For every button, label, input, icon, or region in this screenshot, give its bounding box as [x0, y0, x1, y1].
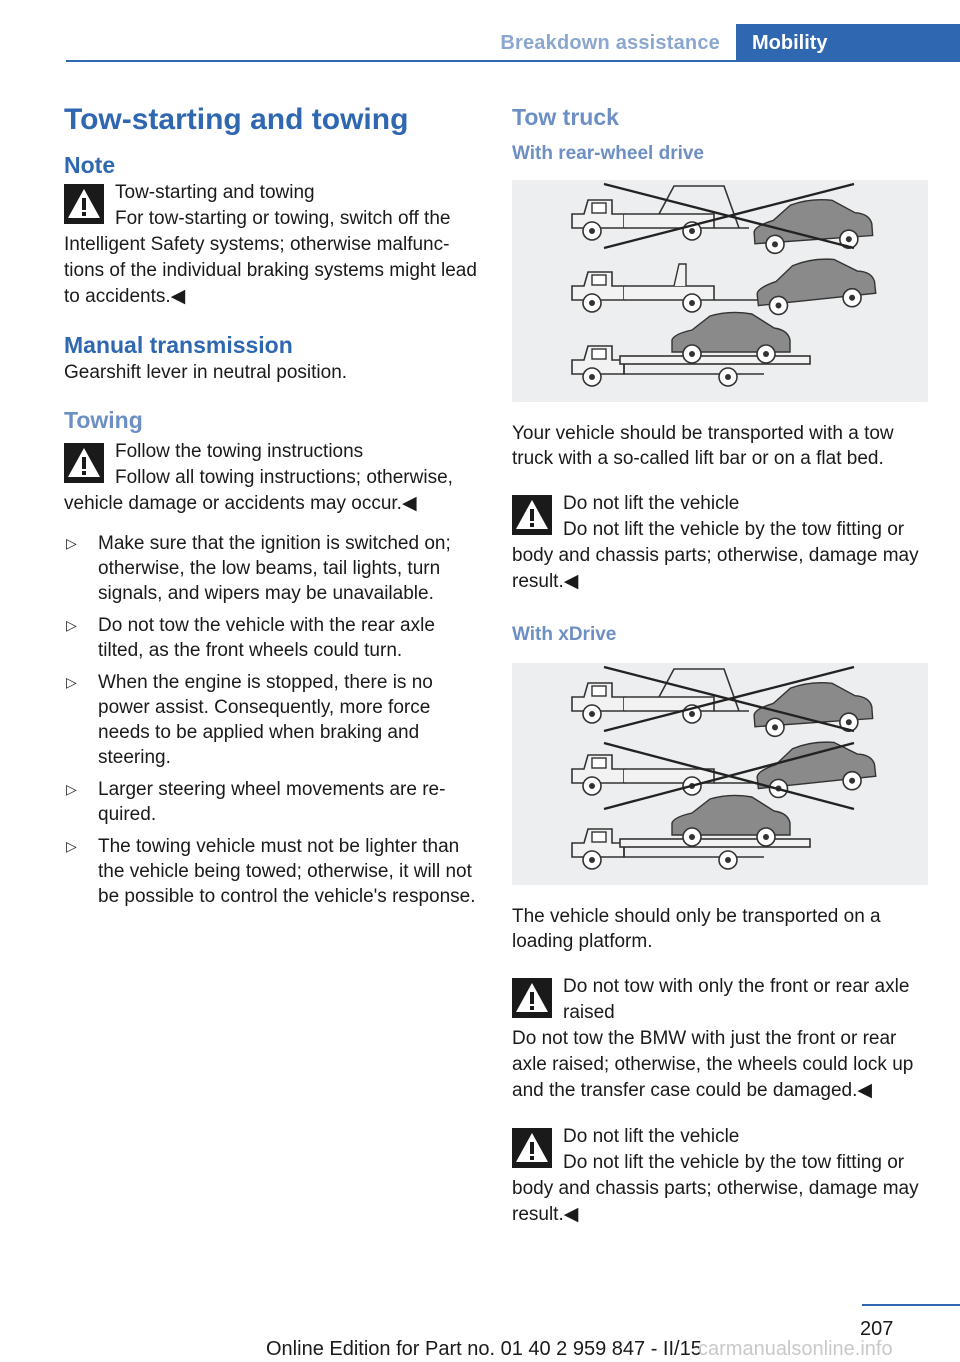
towing-warning — [64, 439, 478, 517]
rwd-subheading: With rear-wheel drive — [512, 143, 704, 164]
warning-text: Follow all towing instructions; otherwise, vehicle damage or accidents may occur.◀ — [64, 467, 453, 514]
page-header — [66, 24, 960, 62]
list-item-text: The towing vehicle must not be lighter than the vehicle being towed; otherwise, it will not be possible to control the vehicle's response. — [98, 836, 476, 907]
xdrive-subheading: With xDrive — [512, 624, 617, 645]
warning-icon — [512, 1128, 552, 1168]
warning-icon — [64, 184, 104, 224]
warning-title: Follow the towing instructions — [115, 441, 364, 462]
warning-icon — [512, 978, 552, 1018]
towing-heading: Towing — [64, 407, 143, 433]
page-number: 207 — [860, 1318, 894, 1340]
warning-icon — [64, 443, 104, 483]
xdrive-warning-front-rear — [512, 974, 926, 1104]
warning-title: Do not lift the vehicle — [563, 493, 740, 514]
warning-icon — [512, 495, 552, 535]
xdrive-towing-illustration — [512, 663, 928, 885]
warning-title: Do not tow with only the front or rear axle raised — [563, 976, 910, 1023]
warning-text: Do not tow the BMW with just the front or rear axle raised; otherwise, the wheels could lock up and the transfer case could be damaged.◀ — [512, 1028, 914, 1101]
xdrive-warning-lift — [512, 1124, 926, 1228]
manual-transmission-text: Gearshift lever in neutral position. — [64, 362, 348, 383]
triangle-bullet-icon: ▷ — [66, 838, 77, 854]
list-item — [64, 531, 478, 606]
header-section-label: Breakdown assistance — [500, 32, 720, 54]
list-item-text: When the engine is stopped, there is no power assist. Consequently, more force needs to be applied when braking and steering. — [98, 672, 433, 768]
towing-bullet-list — [64, 531, 478, 909]
page-title: Tow-starting and towing — [64, 103, 409, 136]
list-item-text: Larger steering wheel movements are required. — [98, 779, 446, 825]
left-column — [64, 100, 478, 916]
warning-text: For tow-starting or towing, switch off the Intelligent Safety systems; otherwise malfunctions of the individual braking systems might lead to accidents.◀ — [64, 208, 477, 307]
triangle-bullet-icon: ▷ — [66, 617, 77, 633]
manual-transmission-heading: Manual transmission — [64, 332, 293, 358]
rwd-warning — [512, 491, 926, 595]
warning-text: Do not lift the vehicle by the tow fitting or body and chassis parts; otherwise, damage may result.◀ — [512, 1152, 919, 1225]
list-item — [64, 670, 478, 770]
edition-footer: Online Edition for Part no. 01 40 2 959 847 - II/15 — [266, 1338, 702, 1360]
list-item — [64, 613, 478, 663]
list-item-text: Do not tow the vehicle with the rear axle tilted, as the front wheels could turn. — [98, 615, 435, 661]
rwd-towing-illustration — [512, 180, 928, 402]
triangle-bullet-icon: ▷ — [66, 781, 77, 797]
footer-rule — [862, 1304, 960, 1306]
list-item — [64, 777, 478, 827]
warning-title: Tow-starting and towing — [115, 182, 315, 203]
warning-title: Do not lift the vehicle — [563, 1126, 740, 1147]
watermark: carmanualsonline.info — [698, 1338, 893, 1360]
rwd-text: Your vehicle should be transported with a tow truck with a so-called lift bar or on a flat bed. — [512, 423, 894, 469]
list-item — [64, 834, 478, 909]
note-heading: Note — [64, 152, 116, 178]
tow-truck-heading: Tow truck — [512, 104, 619, 130]
xdrive-text: The vehicle should only be transported on a loading platform. — [512, 906, 881, 952]
list-item-text: Make sure that the ignition is switched on; otherwise, the low beams, tail lights, turn signals, and wipers may be unavailable. — [98, 533, 451, 604]
warning-text: Do not lift the vehicle by the tow fitting or body and chassis parts; otherwise, damage may result.◀ — [512, 519, 919, 592]
header-chapter-tab: Mobility — [736, 24, 960, 61]
right-column — [512, 100, 926, 1228]
note-warning — [64, 180, 478, 310]
triangle-bullet-icon: ▷ — [66, 674, 77, 690]
triangle-bullet-icon: ▷ — [66, 535, 77, 551]
